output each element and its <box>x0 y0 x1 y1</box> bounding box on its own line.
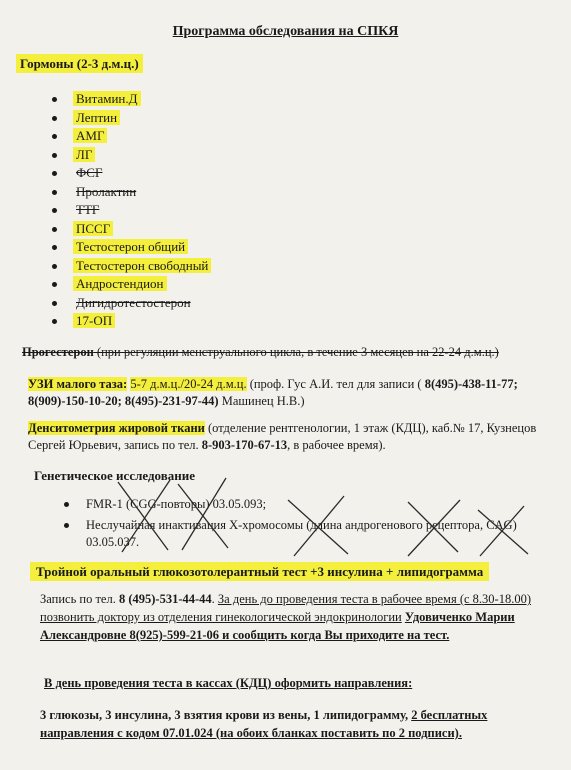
hormones-heading <box>16 56 143 72</box>
hormone-label: Дигидротестостерон <box>76 294 191 310</box>
progesterone-line <box>22 344 562 361</box>
genetic-item-text: FMR-1 (CGG-повторы) 03.05.093; <box>86 497 267 511</box>
hormone-label: Андростендион <box>73 276 167 291</box>
hormones-list <box>48 90 211 331</box>
bullet <box>52 116 57 121</box>
gtt-instructions <box>40 590 563 644</box>
uzi-label: УЗИ малого таза: <box>28 377 128 391</box>
gtt-doctor-contact: Удовиченко Марии Александровне 8(925)-599-21-06 и сообщить когда Вы приходите на тест. <box>40 610 515 642</box>
hormone-label: Тестостерон общий <box>73 239 188 254</box>
gtt-heading-text: Тройной оральный глюкозотолерантный тест +3 инсулина + липидограмма <box>30 562 489 581</box>
bullet <box>52 301 57 306</box>
hormone-item <box>48 220 211 239</box>
bullet <box>52 134 57 139</box>
hormone-item <box>48 312 211 331</box>
hormone-label: Пролактин <box>76 183 137 199</box>
page-title: Программа обследования на СПКЯ <box>172 24 399 39</box>
hormone-label: Лептин <box>73 110 120 125</box>
densitometry-label: Денситометрия жировой ткани <box>28 421 205 435</box>
uzi-doctor: Машинец Н.В.) <box>221 394 305 408</box>
densitometry-text-2: , в рабочее время). <box>287 438 386 452</box>
bullet <box>64 502 69 507</box>
densitometry-text-1: (отделение рентгенологии, 1 этаж (КДЦ), каб.№ 17, Кузнецов Сергей Юрьевич, запись по тел. <box>28 421 537 452</box>
progesterone-text: (при регуляции менструального цикла, в течение 3 месяцев на 22-24 д.м.ц.) <box>93 345 499 359</box>
hormone-item <box>48 257 211 276</box>
gtt-prefix: Запись по тел. <box>40 592 119 606</box>
hormone-item <box>48 127 211 146</box>
uzi-section <box>28 376 563 410</box>
hormone-item <box>48 238 211 257</box>
hormones-heading-text: Гормоны (2-3 д.м.ц.) <box>16 54 143 73</box>
uzi-days: 5-7 д.м.ц./20-24 д.м.ц. <box>130 377 247 391</box>
hormone-item <box>48 183 211 202</box>
genetic-item-text: Неслучайная инактивация Х-хромосомы (длина андрогенового рецептора, CAG) 03.05.037. <box>86 518 517 549</box>
hormone-label: ПССГ <box>73 221 113 236</box>
bullet <box>52 264 57 269</box>
gtt-heading <box>30 564 489 580</box>
kdc-heading: В день проведения теста в кассах (КДЦ) оформить направления: <box>44 676 413 690</box>
gtt-mid: . <box>211 592 218 606</box>
hormone-item <box>48 294 211 313</box>
progesterone-label: Прогестерон <box>22 345 94 359</box>
hormone-label: 17-ОП <box>73 313 115 328</box>
bullet <box>52 245 57 250</box>
gtt-underlined: За день до проведения теста в рабочее время (с 8.30-18.00) позвонить доктору из отделения гинекологической эндокринологии <box>40 592 532 624</box>
bullet <box>52 97 57 102</box>
hormone-item <box>48 201 211 220</box>
hormone-label: Тестостерон свободный <box>73 258 211 273</box>
hormone-label: Витамин.Д <box>73 91 141 106</box>
bullet <box>52 227 57 232</box>
bullet <box>52 319 57 324</box>
uzi-phone-1: 8(495)-438-11-77; <box>424 377 518 391</box>
hormone-item <box>48 164 211 183</box>
hormone-label: АМГ <box>73 128 107 143</box>
hormone-item <box>48 109 211 128</box>
bullet <box>52 282 57 287</box>
bullet <box>64 523 69 528</box>
final-text: 3 глюкозы, 3 инсулина, 3 взятия крови из вены, 1 липидограмму, <box>40 708 412 722</box>
bullet <box>52 190 57 195</box>
bullet <box>52 208 57 213</box>
final-underlined: 2 бесплатных направления с кодом 07.01.024 (на обоих бланках поставить по 2 подписи). <box>40 708 488 740</box>
hormone-item <box>48 90 211 109</box>
gtt-phone: 8 (495)-531-44-44 <box>118 592 212 606</box>
densitometry-phone: 8-903-170-67-13 <box>201 438 288 452</box>
uzi-phone-2: 8(909)-150-10-20; <box>28 394 122 408</box>
final-paragraph <box>40 706 563 742</box>
genetic-crossout-scribble <box>108 470 548 560</box>
uzi-contact: (проф. Гус А.И. тел для записи ( <box>249 377 422 391</box>
hormone-item <box>48 275 211 294</box>
bullet <box>52 171 57 176</box>
hormone-item <box>48 146 211 165</box>
bullet <box>52 153 57 158</box>
uzi-phone-3: 8(495)-231-97-44) <box>124 394 219 408</box>
hormone-label: ЛГ <box>73 147 95 162</box>
genetic-heading: Генетическое исследование <box>34 468 196 483</box>
hormone-label: ФСГ <box>76 165 103 180</box>
densitometry-section <box>28 420 563 454</box>
hormone-label: ТТГ <box>76 202 100 217</box>
